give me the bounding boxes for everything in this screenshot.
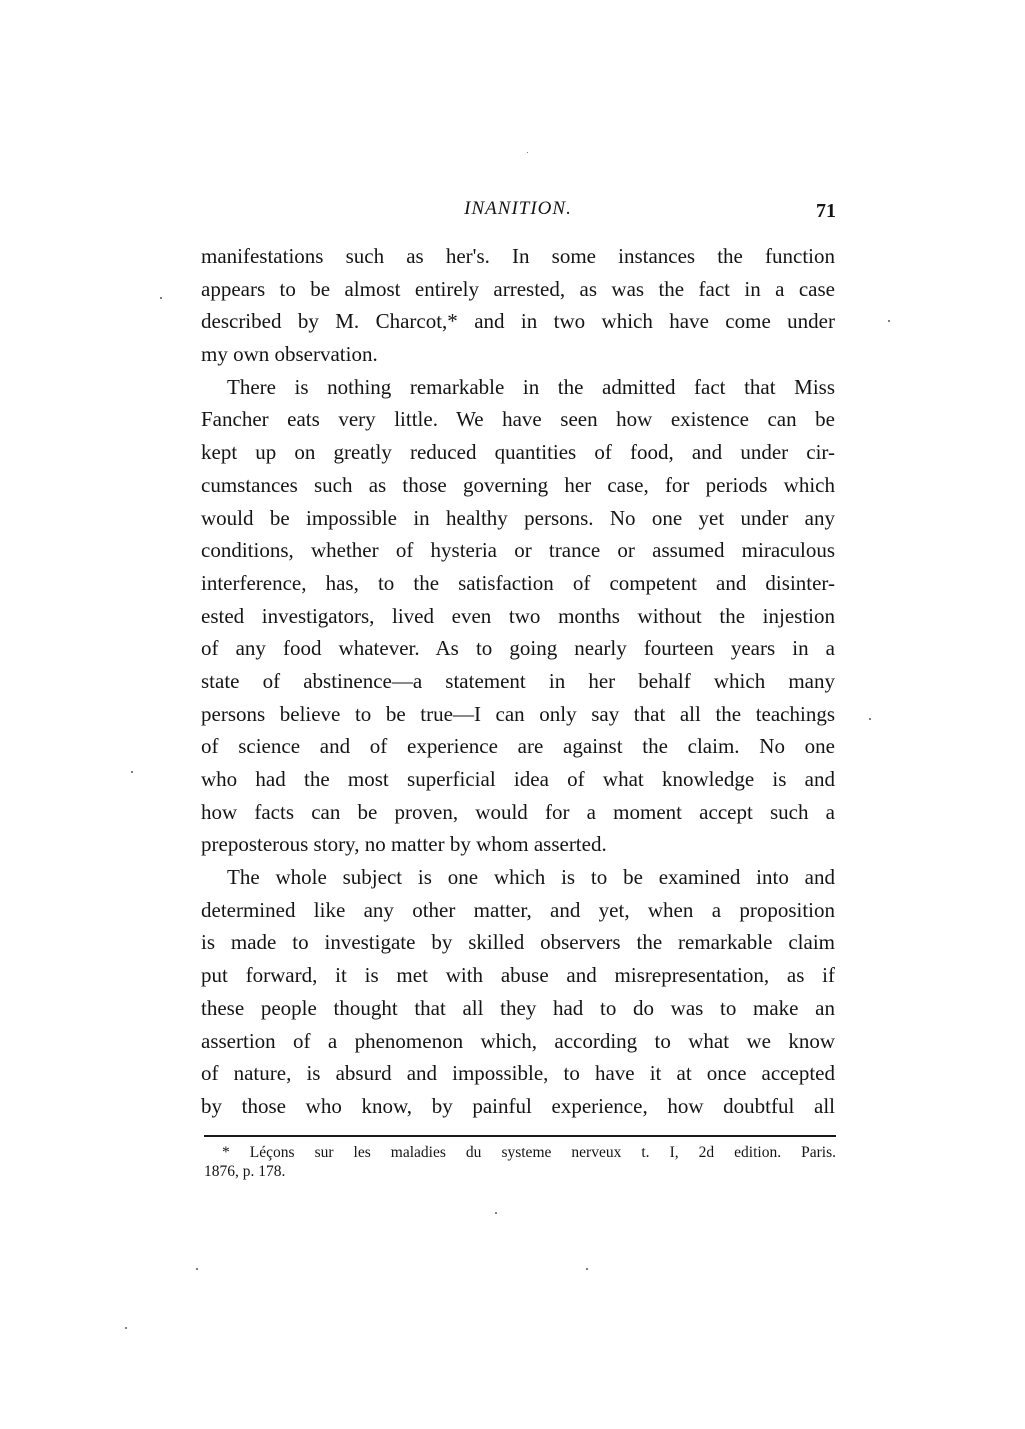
text-line: determined like any other matter, and yet, when a proposition [201, 897, 835, 922]
page-number: 71 [816, 200, 836, 222]
footnote-line: * Léçons sur les maladies du systeme nerveux t. I, 2d edition. Paris. [222, 1144, 836, 1161]
text-line: ested investigators, lived even two months without the injestion [201, 603, 835, 628]
text-line: conditions, whether of hysteria or trance or assumed miraculous [201, 538, 835, 563]
text-line: state of abstinence—a statement in her behalf which many [201, 668, 835, 693]
text-line: who had the most superficial idea of what knowledge is and [201, 767, 835, 791]
text-line: cumstances such as those governing her case, for periods which [201, 472, 835, 497]
paragraph-start-line: There is nothing remarkable in the admitted fact that Miss [227, 374, 835, 399]
scan-speck [196, 1268, 198, 1270]
text-line: persons believe to be true—I can only say that all the teachings [201, 701, 835, 726]
text-line: by those who know, by painful experience, how doubtful all [201, 1093, 835, 1118]
footnote-rule [204, 1135, 836, 1137]
text-line: how facts can be proven, would for a moment accept such a [201, 799, 835, 824]
scan-speck [586, 1268, 588, 1270]
text-line: put forward, it is met with abuse and misrepresentation, as if [201, 963, 835, 988]
scan-speck [869, 718, 871, 720]
body-text [201, 240, 835, 1123]
scan-speck [160, 297, 162, 299]
paragraph-start-line: The whole subject is one which is to be examined into and [227, 865, 835, 890]
text-line: my own observation. [201, 342, 378, 367]
scan-speck [125, 1327, 127, 1329]
text-line: kept up on greatly reduced quantities of food, and under cir- [201, 440, 835, 465]
text-line: of any food whatever. As to going nearly fourteen years in a [201, 636, 835, 661]
text-line: manifestations such as her's. In some instances the function [201, 244, 835, 268]
text-line: would be impossible in healthy persons. No one yet under any [201, 505, 835, 530]
scan-speck [131, 771, 133, 773]
text-line: described by M. Charcot,* and in two which have come under [201, 309, 835, 334]
text-line: is made to investigate by skilled observers the remarkable claim [201, 930, 835, 955]
scan-speck [495, 1212, 497, 1214]
text-line: assertion of a phenomenon which, according to what we know [201, 1028, 835, 1053]
running-head [200, 196, 836, 226]
text-line: preposterous story, no matter by whom asserted. [201, 832, 607, 857]
scan-speck [527, 152, 528, 153]
text-line: appears to be almost entirely arrested, as was the fact in a case [201, 276, 835, 301]
footnote-line: 1876, p. 178. [204, 1163, 286, 1180]
text-line: of science and of experience are against the claim. No one [201, 734, 835, 759]
text-line: Fancher eats very little. We have seen how existence can be [201, 407, 835, 432]
text-line: of nature, is absurd and impossible, to have it at once accepted [201, 1061, 835, 1086]
text-line: these people thought that all they had to do was to make an [201, 995, 835, 1020]
footnote [204, 1143, 836, 1181]
scan-speck [888, 320, 890, 322]
text-line: interference, has, to the satisfaction of competent and disinter- [201, 570, 835, 595]
running-title: INANITION. [464, 198, 572, 219]
